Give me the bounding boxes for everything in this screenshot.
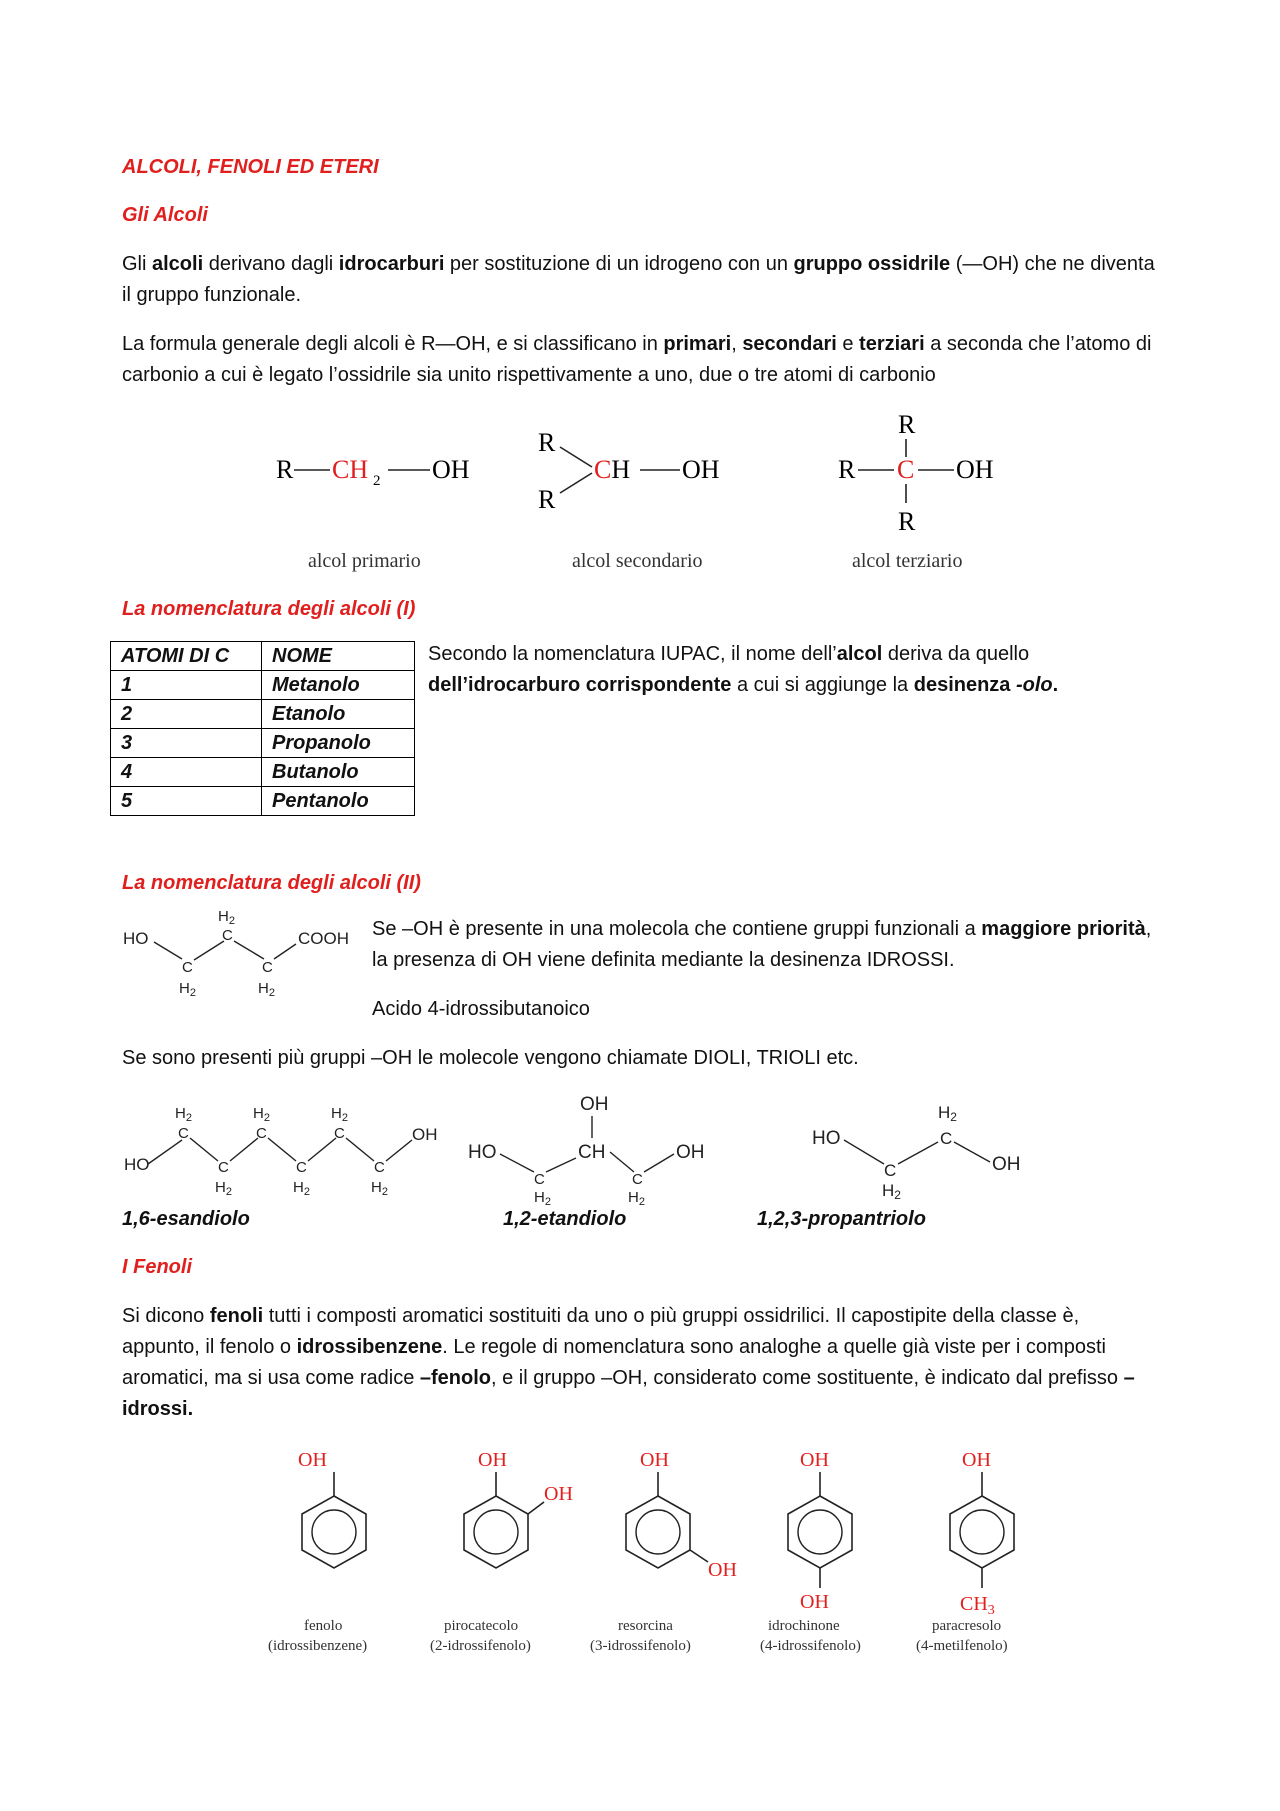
paragraph-fenoli: Si dicono fenoli tutti i composti aromatici sostituiti da uno o più gruppi ossidrilici. Il capostipite della classe è, appunto, il fenolo o idrossibenzene. Le regole di nomenclatura sono analoghe a quelle già viste per i composti aromatici, ma si usa come radice –fenolo, e il gruppo –OH, considerato come sostituente, è indicato dal prefisso –idrossi. (122, 1305, 1135, 1420)
svg-text:C: C (178, 1125, 189, 1142)
svg-text:OH: OH (708, 1559, 737, 1581)
caption-esandiolo: 1,6-esandiolo (122, 1208, 250, 1230)
label-alcol-terziario: alcol terziario (852, 550, 963, 572)
svg-text:H2: $H_2$ (179, 980, 196, 999)
phenols-figure (260, 1440, 1040, 1660)
paragraph-alcoli-definition: Gli alcoli derivano dagli idrocarburi per sostituzione di un idrogeno con un gruppo ossidrile (—OH) che ne diventa il gruppo funzionale. (122, 253, 1155, 306)
svg-text:OH: OH (682, 455, 720, 484)
label-alcol-secondario: alcol secondario (572, 550, 703, 572)
svg-text:C: C (940, 1129, 953, 1148)
paragraph-iupac-rule: Secondo la nomenclatura IUPAC, il nome dell’alcol deriva da quello dell’idrocarburo corrispondente a cui si aggiunge la desinenza -olo. (428, 643, 1059, 696)
secondary-alcohol-structure (538, 428, 720, 514)
label-alcol-primario: alcol primario (308, 550, 421, 572)
svg-text:C: C (256, 1125, 267, 1142)
svg-text:OH: OH (962, 1449, 991, 1471)
svg-text:R: R (898, 507, 916, 536)
svg-text:2: 2 (373, 473, 381, 489)
paracresolo-structure (916, 1449, 1014, 1654)
svg-text:(4-metilfenolo): (4-metilfenolo) (916, 1638, 1008, 1654)
etandiolo-structure (812, 1103, 1021, 1202)
alcohol-classes-figure (260, 405, 1040, 580)
table-row (111, 787, 415, 816)
svg-text:fenolo: fenolo (304, 1618, 343, 1634)
svg-text:H2: $H_2$ (534, 1189, 551, 1208)
heading-nomenclatura-2: La nomenclatura degli alcoli (II) (122, 872, 421, 894)
svg-text:OH: OH (956, 455, 994, 484)
svg-text:OH: OH (580, 1094, 609, 1115)
table-cell: 1 (111, 671, 262, 700)
svg-text:C: C (534, 1171, 545, 1188)
svg-text:CH: CH (332, 455, 369, 484)
table-header-nome: NOME (262, 642, 415, 671)
svg-text:COOH: COOH (298, 929, 349, 948)
heading-nomenclatura-1: La nomenclatura degli alcoli (I) (122, 598, 416, 620)
svg-text:C: C (182, 959, 193, 976)
esandiolo-structure (124, 1105, 438, 1198)
primary-alcohol-structure (276, 455, 470, 489)
svg-text:CH: CH (594, 455, 631, 484)
table-header-row (111, 642, 415, 671)
svg-text:HO: HO (124, 1155, 150, 1174)
svg-text:pirocatecolo: pirocatecolo (444, 1618, 519, 1634)
table-row (111, 671, 415, 700)
tertiary-alcohol-structure (838, 410, 994, 536)
svg-text:C: C (374, 1159, 385, 1176)
caption-propantriolo: 1,2,3-propantriolo (757, 1208, 926, 1230)
svg-text:C: C (262, 959, 273, 976)
svg-text:(3-idrossifenolo): (3-idrossifenolo) (590, 1638, 691, 1654)
svg-text:C: C (218, 1159, 229, 1176)
table-header-atomi: ATOMI DI C (111, 642, 262, 671)
svg-text:R: R (276, 455, 294, 484)
svg-text:H2: H2 (882, 1181, 901, 1202)
svg-text:OH: OH (432, 455, 470, 484)
svg-text:idrochinone: idrochinone (768, 1618, 840, 1634)
table-cell: 4 (111, 758, 262, 787)
table-row (111, 729, 415, 758)
table-cell: Etanolo (262, 700, 415, 729)
svg-text:OH: OH (800, 1591, 829, 1613)
svg-text:H2: $H_2$ (293, 1179, 310, 1198)
svg-text:HO: HO (468, 1142, 497, 1163)
svg-text:OH: OH (478, 1449, 507, 1471)
table-cell: Metanolo (262, 671, 415, 700)
paragraph-dioli: Se sono presenti più gruppi –OH le molecole vengono chiamate DIOLI, TRIOLI etc. (122, 1047, 859, 1069)
svg-text:C: C (296, 1159, 307, 1176)
diols-figure (118, 1088, 1048, 1208)
svg-text:H2: $H_2$ (218, 908, 235, 927)
svg-text:C: C (884, 1161, 897, 1180)
paragraph-alcoli-formula: La formula generale degli alcoli è R—OH, e si classificano in primari, secondari e terziari a seconda che l’atomo di carbonio a cui è legato l’ossidrile sia unito rispettivamente a uno, due o tre atomi di carbonio (122, 333, 1152, 386)
svg-text:H2: $H_2$ (253, 1105, 270, 1124)
svg-text:OH: OH (992, 1154, 1021, 1175)
propantriolo-structure (468, 1094, 705, 1208)
svg-text:C: C (222, 927, 233, 944)
svg-text:(2-idrossifenolo): (2-idrossifenolo) (430, 1638, 531, 1654)
svg-text:resorcina: resorcina (618, 1618, 673, 1634)
resorcina-structure (590, 1449, 737, 1654)
svg-text:C: C (334, 1125, 345, 1142)
table-row (111, 700, 415, 729)
svg-text:OH: OH (640, 1449, 669, 1471)
nomenclature-table (110, 641, 415, 816)
heading-gli-alcoli: Gli Alcoli (122, 204, 208, 226)
svg-text:HO: HO (123, 929, 149, 948)
svg-text:R: R (538, 428, 556, 457)
heading-fenoli: I Fenoli (122, 1256, 192, 1278)
svg-text:CH: CH (578, 1142, 606, 1163)
table-cell: 5 (111, 787, 262, 816)
paragraph-idrossi-rule: Se –OH è presente in una molecola che contiene gruppi funzionali a maggiore priorità, la presenza di OH viene definita mediante la desinenza IDROSSI. (372, 918, 1152, 971)
svg-text:H2: H2 (938, 1103, 957, 1124)
svg-text:(4-idrossifenolo): (4-idrossifenolo) (760, 1638, 861, 1654)
hydroxybutanoic-acid-structure (118, 908, 368, 1003)
svg-text:OH: OH (544, 1483, 573, 1505)
svg-text:H2: $H_2$ (215, 1179, 232, 1198)
svg-text:R: R (838, 455, 856, 484)
svg-text:H2: $H_2$ (628, 1189, 645, 1208)
svg-text:R: R (538, 485, 556, 514)
svg-text:paracresolo: paracresolo (932, 1618, 1002, 1634)
table-cell: Butanolo (262, 758, 415, 787)
svg-text:H2: $H_2$ (371, 1179, 388, 1198)
svg-text:OH: OH (800, 1449, 829, 1471)
pirocatecolo-structure (430, 1449, 573, 1654)
svg-text:H2: $H_2$ (175, 1105, 192, 1124)
svg-text:OH: OH (412, 1125, 438, 1144)
table-cell: Pentanolo (262, 787, 415, 816)
svg-text:OH: OH (676, 1142, 705, 1163)
fenolo-structure (268, 1449, 367, 1654)
table-cell: 3 (111, 729, 262, 758)
svg-text:HO: HO (812, 1128, 841, 1149)
svg-text:H2: $H_2$ (331, 1105, 348, 1124)
svg-text:C: C (897, 455, 915, 484)
table-cell: 2 (111, 700, 262, 729)
table-cell: Propanolo (262, 729, 415, 758)
svg-text:CH3: $CH_3$ (960, 1593, 995, 1618)
svg-text:C: C (632, 1171, 643, 1188)
table-row (111, 758, 415, 787)
caption-etandiolo: 1,2-etandiolo (503, 1208, 627, 1230)
svg-text:H2: $H_2$ (258, 980, 275, 999)
example-acid-name: Acido 4-idrossibutanoico (372, 998, 590, 1020)
document-title: ALCOLI, FENOLI ED ETERI (122, 156, 379, 178)
svg-text:OH: OH (298, 1449, 327, 1471)
svg-text:R: R (898, 410, 916, 439)
svg-text:(idrossibenzene): (idrossibenzene) (268, 1638, 368, 1654)
idrochinone-structure (760, 1449, 861, 1654)
